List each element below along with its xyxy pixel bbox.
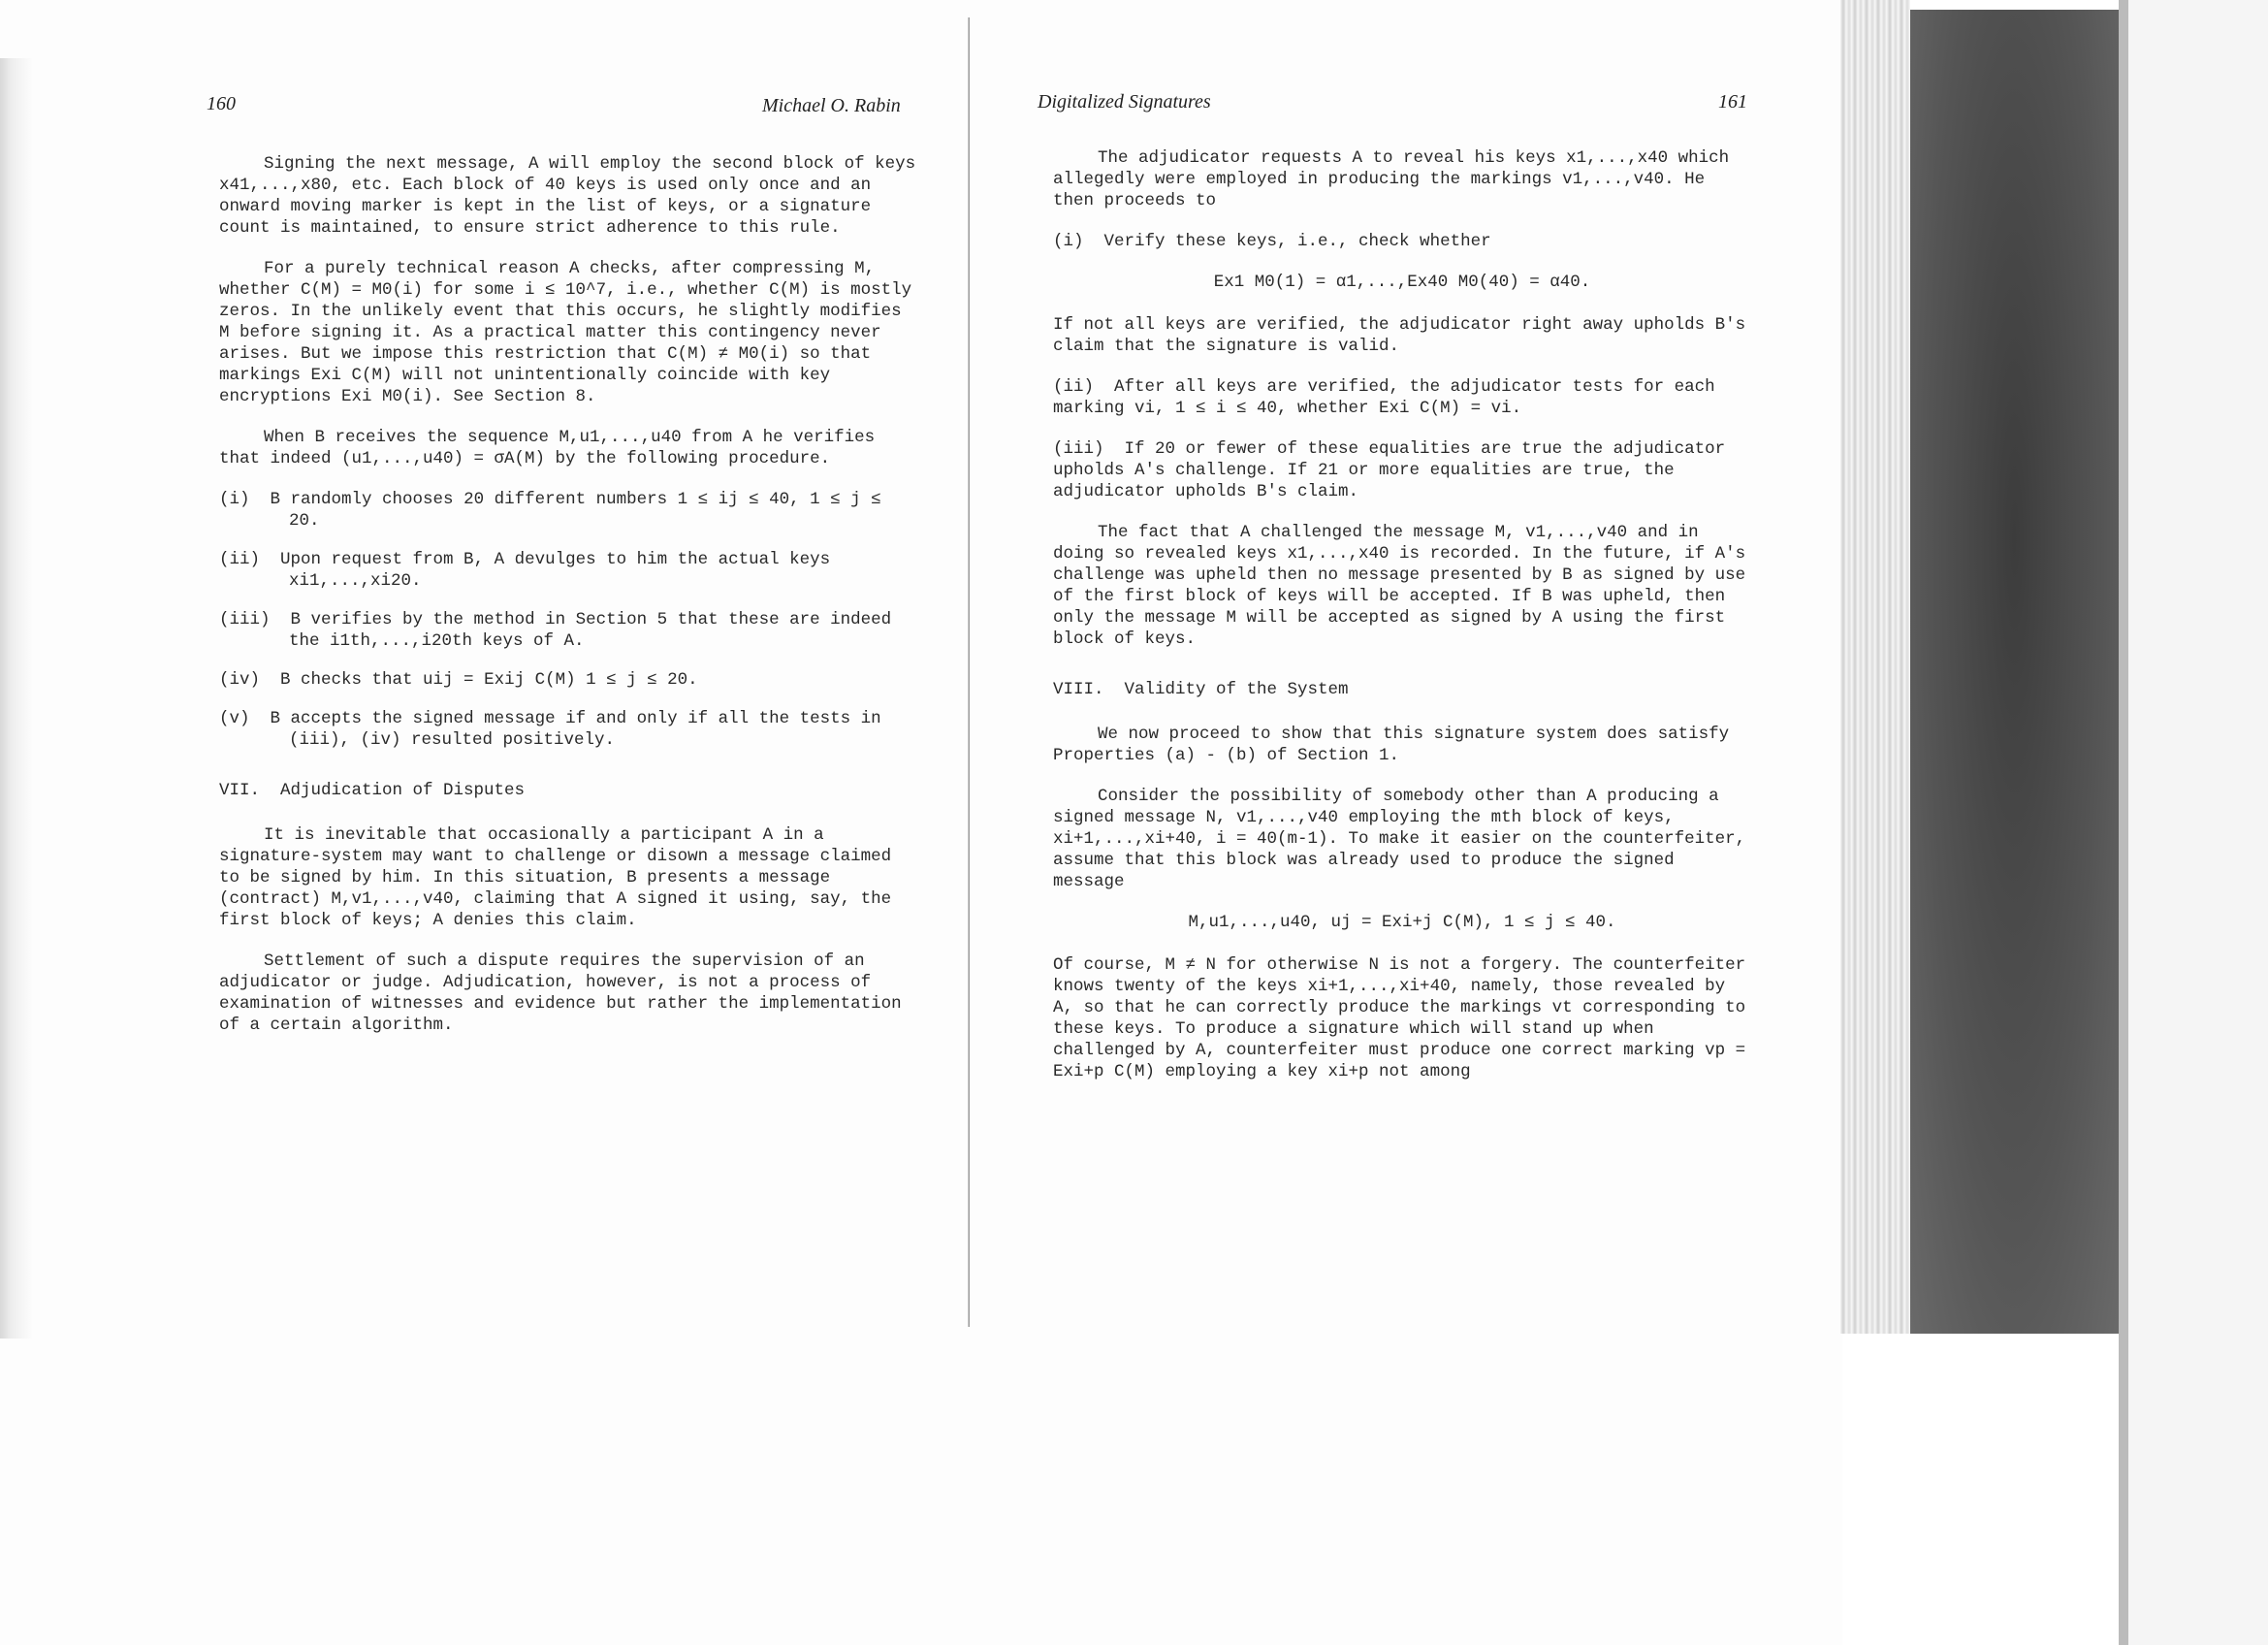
left-text-column xyxy=(219,153,926,1055)
list-item: (i) B randomly chooses 20 different numbers 1 ≤ ij ≤ 40, 1 ≤ j ≤ 20. xyxy=(219,490,892,531)
section-heading: VIII. Validity of the System xyxy=(1053,680,1349,699)
list-item: (i) Verify these keys, i.e., check whether xyxy=(1053,232,1491,251)
scan-background xyxy=(2128,0,2268,1645)
paragraph: Consider the possibility of somebody other than A producing a signed message N, v1,...,v40 employing the mth block of keys, xi+1,...,xi+40, i = 40(m-1). To make it easier on the counterfeiter, assume that this block was already used to produce the signed message xyxy=(1053,787,1756,891)
book-spine-shadow xyxy=(1910,10,2119,1334)
list-item: (ii) After all keys are verified, the adjudicator tests for each marking vi, 1 ≤ i ≤ 40, whether Exi C(M) = vi. xyxy=(1053,377,1726,418)
right-running-head: Digitalized Signatures xyxy=(1038,91,1211,113)
left-page-number: 160 xyxy=(207,93,236,114)
paragraph: Signing the next message, A will employ the second block of keys x41,...,x80, etc. Each block of 40 keys is used only once and an onward moving marker is kept in the list of keys, or a signature count is maintained, to ensure strict adherence to this rule. xyxy=(219,154,926,238)
right-page-number: 161 xyxy=(1718,91,1747,113)
paragraph: The adjudicator requests A to reveal his keys x1,...,x40 which allegedly were employed in producing the markings v1,...,v40. He then proceeds to xyxy=(1053,148,1740,210)
left-page-edge-shadow xyxy=(0,58,33,1339)
left-page xyxy=(0,0,970,1645)
paragraph: For a purely technical reason A checks, after compressing M, whether C(M) = M0(i) for some i ≤ 10^7, i.e., whether C(M) is mostly zeros. In the unlikely event that this occurs, he slightly modifies M before signing it. As a practical matter this contingency never arises. But we impose this restriction that C(M) ≠ M0(i) so that markings Exi C(M) will not unintentionally coincide with key encryptions Exi M0(i). See Section 8. xyxy=(219,259,922,406)
paragraph: We now proceed to show that this signature system does satisfy Properties (a) - (b) of Section 1. xyxy=(1053,725,1740,765)
paragraph: When B receives the sequence M,u1,...,u40 from A he verifies that indeed (u1,...,u40) = σA(M) by the following procedure. xyxy=(219,428,885,468)
equation: M,u1,...,u40, uj = Exi+j C(M), 1 ≤ j ≤ 40. xyxy=(1188,913,1616,932)
paragraph: Settlement of such a dispute requires the supervision of an adjudicator or judge. Adjudication, however, is not a process of examination of witnesses and evidence but rather the implementation of a certain algorithm. xyxy=(219,952,912,1035)
list-item: (v) B accepts the signed message if and only if all the tests in (iii), (iv) resulted positively. xyxy=(219,709,892,750)
scanner-edge xyxy=(2119,0,2128,1645)
right-text-column xyxy=(1053,147,1756,1102)
left-running-head: Michael O. Rabin xyxy=(762,95,901,116)
page-stack-edge xyxy=(1840,0,1910,1334)
paragraph: Of course, M ≠ N for otherwise N is not a forgery. The counterfeiter knows twenty of the keys xi+1,...,xi+40, namely, those revealed by A, so that he can correctly produce the markings vt corresponding to these keys. To produce a signature which will stand up when challenged by A, counterfeiter must produce one correct marking vp = Exi+p C(M) employing a key xi+p not among xyxy=(1053,955,1756,1081)
paragraph: If not all keys are verified, the adjudicator right away upholds B's claim that the signature is valid. xyxy=(1053,315,1756,356)
paragraph: The fact that A challenged the message M, v1,...,v40 and in doing so revealed keys x1,...,x40 is recorded. In the future, if A's challenge was upheld then no message presented by B as signed by use of the first block of keys will be accepted. If B was upheld, then only the message M will be accepted as signed by A using the first block of keys. xyxy=(1053,523,1756,649)
list-item: (iii) If 20 or fewer of these equalities are true the adjudicator upholds A's challenge. If 21 or more equalities are true, the adjudicator upholds B's claim. xyxy=(1053,439,1736,501)
list-item: (iv) B checks that uij = Exij C(M) 1 ≤ j ≤ 20. xyxy=(219,670,698,690)
list-item: (ii) Upon request from B, A devulges to him the actual keys xi1,...,xi20. xyxy=(219,550,841,591)
section-heading: VII. Adjudication of Disputes xyxy=(219,781,526,800)
right-page xyxy=(970,0,1842,1645)
list-item: (iii) B verifies by the method in Section 5 that these are indeed the i1th,...,i20th keys of A. xyxy=(219,610,902,651)
paragraph: It is inevitable that occasionally a participant A in a signature-system may want to challenge or disown a message claimed to be signed by him. In this situation, B presents a message (contract) M,v1,...,v40, claiming that A signed it using, say, the first block of keys; A denies this claim. xyxy=(219,825,902,930)
equation: Ex1 M0(1) = α1,...,Ex40 M0(40) = α40. xyxy=(1213,273,1591,292)
